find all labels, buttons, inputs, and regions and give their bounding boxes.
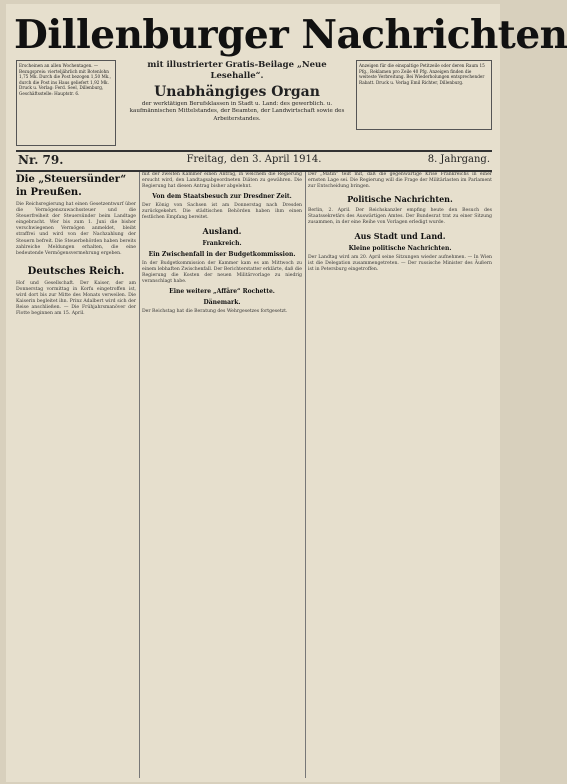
article-text: Die Reichsregierung hat einen Gesetzentwurf über die Vermögenszuwachssteuer und die Steuerfreiheit der Steuersünder beim Landtage eingebracht. Wer bis zum 1. Juni die bisher verschwiegenen Vermögen anmeldet, bleibt straffrei und wird von der Nachzahlung der Steuern befreit. Die Steuerbehörden haben bereits zahlreiche Meldungen erhalten, die eine bedeutende Vermögensvermehrung ergeben. xyxy=(16,202,136,256)
organ-line: Unabhängiges Organ xyxy=(154,84,320,100)
issue-number: Nr. 79. xyxy=(18,153,64,167)
column-divider xyxy=(139,172,140,778)
column-3 xyxy=(308,172,492,778)
issue-date: Freitag, den 3. April 1914. xyxy=(186,154,322,165)
headline-deutsches-reich: Deutsches Reich. xyxy=(27,265,125,277)
article-text: Der Landtag wird am 20. April seine Sitzungen wieder aufnehmen. — In Wien ist die Delegation zusammengetreten. — Der russische Minister des Äußern ist in Petersburg eingetroffen. xyxy=(308,254,492,272)
headline-stadt-und-land: Aus Stadt und Land. xyxy=(354,230,446,241)
article-text: In der Budgetkommission der Kammer kam es am Mittwoch zu einem lebhaften Zwischenfall. Der Berichterstatter erklärte, daß die Regierung die Kosten der neuen Militärvorlage zu niedrig veranschlagt habe. xyxy=(142,260,302,284)
headline-kleine-nachrichten: Kleine politische Nachrichten. xyxy=(348,244,452,252)
article-text: Der König von Sachsen ist am Donnerstag nach Dresden zurückgekehrt. Die städtischen Behörden haben ihm einen festlichen Empfang bereitet. xyxy=(142,203,302,221)
advertising-info-box: Anzeigen für die einspaltige Petitzeile oder deren Raum 15 Pfg., Reklamen pro Zeile 40 Pfg. Anzeigen finden die weiteste Verbreitung. Bei Wiederholungen entsprechender Rabatt. Druck u. Verlag Emil Richter, Dillenburg. xyxy=(356,60,492,130)
headline-steuersuender: Die „Steuersünder“ in Preußen. xyxy=(16,174,127,198)
headline-frankreich: Frankreich. xyxy=(202,239,242,247)
column-1 xyxy=(16,172,136,778)
article-text: Der „Matin“ teilt mit, daß die gegenwärtige Krise Frankreichs in einer ernsten Lage sei. Die Regierung will die Frage der Militärlasten im Parlament zur Entscheidung bringen. xyxy=(308,172,492,190)
article-text: Berlin, 2. April. Der Reichskanzler empfing heute den Besuch des Staatssekretärs des Auswärtigen Amtes. Der Bundesrat trat zu einer Sitzung zusammen, in der eine Reihe von Vorlagen erledigt wurde. xyxy=(308,208,492,226)
organ-description: der werktätigen Berufsklassen in Stadt u. Land: des gewerblich. u. kaufmännischen Mittelstandes, der Beamten, der Landwirtschaft sowie des Arbeiterstandes. xyxy=(129,101,345,122)
headline-politische-nachrichten: Politische Nachrichten. xyxy=(347,194,453,205)
subtitle-row xyxy=(6,60,500,150)
article-text: Hof und Gesellschaft. Der Kaiser, der am Donnerstag vormittag in Korfu eingetroffen ist, wird dort bis zur Mitte des Monats verweilen. Die Kaiserin begleitet ihn. Prinz Adalbert wird sich der Reise anschließen. — Die Frühjahrsmanöver der Flotte beginnen am 15. April. xyxy=(16,280,136,317)
column-2 xyxy=(142,172,302,778)
masthead-center xyxy=(121,60,353,123)
article-columns xyxy=(16,172,492,778)
headline-daenemark: Dänemark. xyxy=(203,298,241,306)
newspaper-title: Dillenburger Nachrichten xyxy=(14,12,567,58)
supplement-line: mit illustrierter Gratis-Beilage „Neue Lesehalle“. xyxy=(147,60,327,81)
newspaper-page xyxy=(6,4,567,782)
headline-staatsbesuch: Von dem Staatsbesuch zur Dresdner Zeit. xyxy=(152,193,292,201)
column-divider xyxy=(305,172,306,778)
volume-year: 8. Jahrgang. xyxy=(427,154,490,165)
article-text: mit der zweiten Kammer einen Antrag, in welchem die Regierung ersucht wird, den Landtagsabgeordneten Diäten zu gewähren. Die Regierung hat diesen Antrag bisher abgelehnt. xyxy=(142,172,302,190)
article-text: Der Reichstag hat die Beratung des Wehrgesetzes fortgesetzt. xyxy=(142,308,288,314)
dateline xyxy=(16,150,492,172)
masthead xyxy=(14,12,567,58)
subheadline-rochette: Eine weitere „Affäre“ Rochette. xyxy=(169,287,275,295)
subheadline-budgetkommission: Ein Zwischenfall in der Budgetkommission. xyxy=(148,250,296,258)
subscription-info-box: Erscheinen an allen Wochentagen. — Bezugspreis: vierteljährlich mit Botenlohn 1,75 Mk. Durch die Post bezogen 1,50 Mk., durch die Post ins Haus geliefert 1,92 Mk. Druck u. Verlag: Ferd. Seel, Dillenburg, Geschäftsstelle: Hauptstr. 6. xyxy=(16,60,116,146)
headline-ausland: Ausland. xyxy=(202,225,242,236)
